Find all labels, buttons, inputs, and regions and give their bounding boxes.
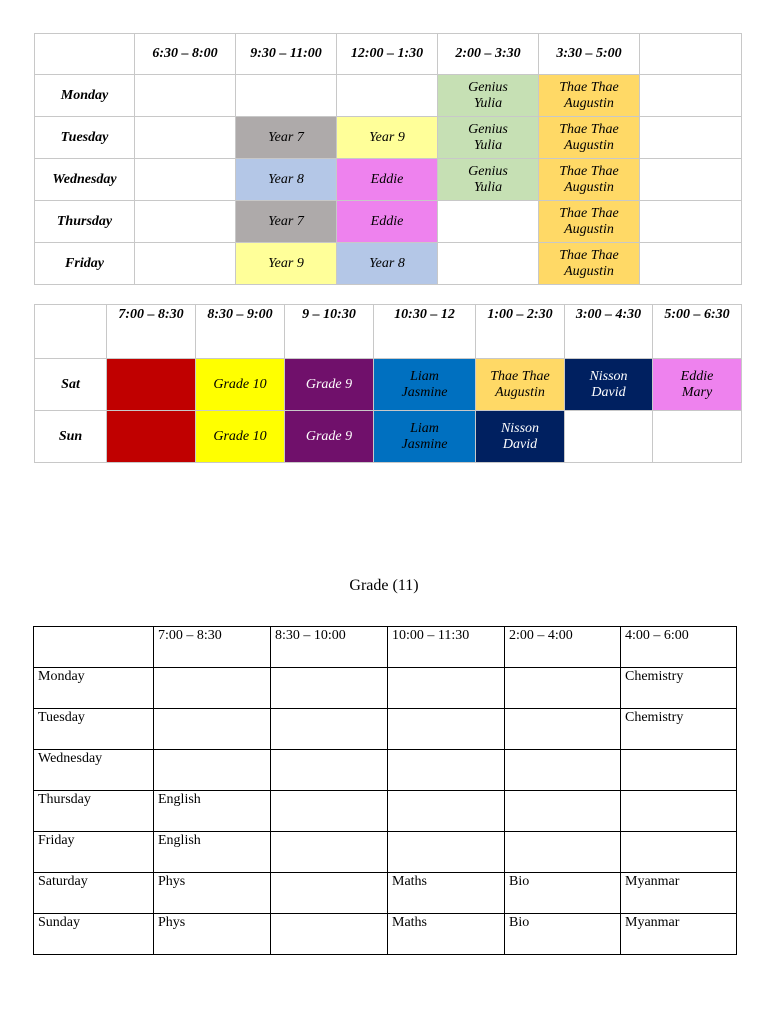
column-header [35, 305, 107, 359]
subject-cell [388, 791, 505, 832]
schedule-cell: Year 8 [236, 159, 337, 201]
column-header: 10:30 – 12 [374, 305, 476, 359]
subject-cell [271, 791, 388, 832]
schedule-cell: Grade 10 [196, 359, 285, 411]
subject-cell [388, 709, 505, 750]
schedule-cell: Liam Jasmine [374, 359, 476, 411]
schedule-cell [565, 411, 653, 463]
schedule-cell [135, 243, 236, 285]
day-label: Tuesday [35, 117, 135, 159]
column-header: 2:00 – 3:30 [438, 34, 539, 75]
column-header [640, 34, 742, 75]
subject-cell: Phys [154, 873, 271, 914]
schedule-cell [107, 359, 196, 411]
schedule-cell: Genius Yulia [438, 117, 539, 159]
table-row [34, 873, 737, 914]
schedule-cell: Thae Thae Augustin [539, 159, 640, 201]
column-header: 8:30 – 10:00 [271, 627, 388, 668]
schedule-cell [438, 201, 539, 243]
day-label: Sun [35, 411, 107, 463]
subject-cell: Chemistry [621, 668, 737, 709]
schedule-cell [653, 411, 742, 463]
table-row [35, 411, 742, 463]
subject-cell [505, 832, 621, 873]
grade11-header-row [34, 627, 737, 668]
table-row [35, 359, 742, 411]
day-label: Thursday [35, 201, 135, 243]
subject-cell: Maths [388, 873, 505, 914]
subject-cell [154, 750, 271, 791]
weekday-schedule-table [34, 33, 742, 285]
column-header: 4:00 – 6:00 [621, 627, 737, 668]
schedule-cell: Year 7 [236, 201, 337, 243]
schedule-cell: Thae Thae Augustin [539, 75, 640, 117]
weekend-header-row [35, 305, 742, 359]
weekend-schedule-table [34, 304, 742, 463]
schedule-cell [438, 243, 539, 285]
table-row [35, 159, 742, 201]
subject-cell: Phys [154, 914, 271, 955]
column-header: 9:30 – 11:00 [236, 34, 337, 75]
subject-cell [505, 791, 621, 832]
schedule-cell [640, 201, 742, 243]
schedule-cell: Grade 9 [285, 411, 374, 463]
subject-cell [388, 832, 505, 873]
table-row [35, 243, 742, 285]
subject-cell [505, 750, 621, 791]
schedule-cell [640, 159, 742, 201]
schedule-cell: Year 8 [337, 243, 438, 285]
schedule-cell: Genius Yulia [438, 159, 539, 201]
day-label: Tuesday [34, 709, 154, 750]
day-label: Wednesday [35, 159, 135, 201]
day-label: Wednesday [34, 750, 154, 791]
schedule-cell [640, 75, 742, 117]
schedule-cell [640, 117, 742, 159]
schedule-cell [236, 75, 337, 117]
table-row [34, 791, 737, 832]
schedule-cell [107, 411, 196, 463]
schedule-cell: Eddie Mary [653, 359, 742, 411]
grade11-table [33, 626, 737, 955]
day-label: Friday [34, 832, 154, 873]
table-row [35, 201, 742, 243]
day-label: Monday [35, 75, 135, 117]
subject-cell: Maths [388, 914, 505, 955]
day-label: Friday [35, 243, 135, 285]
subject-cell [271, 873, 388, 914]
subject-cell [621, 832, 737, 873]
column-header: 9 – 10:30 [285, 305, 374, 359]
subject-cell: Bio [505, 873, 621, 914]
subject-cell: Myanmar [621, 873, 737, 914]
schedule-cell: Genius Yulia [438, 75, 539, 117]
subject-cell [154, 709, 271, 750]
schedule-cell: Thae Thae Augustin [539, 117, 640, 159]
schedule-cell: Eddie [337, 201, 438, 243]
column-header: 3:00 – 4:30 [565, 305, 653, 359]
day-label: Saturday [34, 873, 154, 914]
column-header [34, 627, 154, 668]
subject-cell: Chemistry [621, 709, 737, 750]
table-row [34, 709, 737, 750]
column-header: 1:00 – 2:30 [476, 305, 565, 359]
day-label: Monday [34, 668, 154, 709]
schedule-cell: Year 7 [236, 117, 337, 159]
schedule-cell [640, 243, 742, 285]
column-header: 10:00 – 11:30 [388, 627, 505, 668]
schedule-cell [135, 75, 236, 117]
day-label: Sunday [34, 914, 154, 955]
column-header: 8:30 – 9:00 [196, 305, 285, 359]
subject-cell [621, 791, 737, 832]
subject-cell [505, 668, 621, 709]
subject-cell: English [154, 832, 271, 873]
column-header: 2:00 – 4:00 [505, 627, 621, 668]
subject-cell [388, 750, 505, 791]
schedule-cell: Thae Thae Augustin [539, 243, 640, 285]
grade11-title: Grade (11) [349, 577, 419, 594]
column-header: 5:00 – 6:30 [653, 305, 742, 359]
subject-cell [271, 914, 388, 955]
table-row [34, 832, 737, 873]
day-label: Sat [35, 359, 107, 411]
subject-cell [154, 668, 271, 709]
subject-cell: Bio [505, 914, 621, 955]
column-header: 12:00 – 1:30 [337, 34, 438, 75]
column-header: 7:00 – 8:30 [154, 627, 271, 668]
weekday-header-row [35, 34, 742, 75]
table-row [34, 914, 737, 955]
column-header: 7:00 – 8:30 [107, 305, 196, 359]
schedule-cell: Thae Thae Augustin [476, 359, 565, 411]
column-header: 6:30 – 8:00 [135, 34, 236, 75]
schedule-cell: Grade 9 [285, 359, 374, 411]
schedule-cell: Grade 10 [196, 411, 285, 463]
table-row [35, 117, 742, 159]
schedule-cell [337, 75, 438, 117]
subject-cell [271, 668, 388, 709]
schedule-cell: Liam Jasmine [374, 411, 476, 463]
schedule-cell [135, 159, 236, 201]
subject-cell [271, 709, 388, 750]
schedule-cell: Year 9 [337, 117, 438, 159]
table-row [34, 750, 737, 791]
schedule-cell: Nisson David [565, 359, 653, 411]
schedule-cell [135, 117, 236, 159]
column-header: 3:30 – 5:00 [539, 34, 640, 75]
table-row [35, 75, 742, 117]
schedule-cell: Year 9 [236, 243, 337, 285]
schedule-cell [135, 201, 236, 243]
schedule-cell: Thae Thae Augustin [539, 201, 640, 243]
subject-cell: Myanmar [621, 914, 737, 955]
subject-cell [621, 750, 737, 791]
column-header [35, 34, 135, 75]
table-row [34, 668, 737, 709]
schedule-cell: Nisson David [476, 411, 565, 463]
subject-cell: English [154, 791, 271, 832]
subject-cell [388, 668, 505, 709]
day-label: Thursday [34, 791, 154, 832]
subject-cell [271, 832, 388, 873]
schedule-cell: Eddie [337, 159, 438, 201]
subject-cell [271, 750, 388, 791]
subject-cell [505, 709, 621, 750]
